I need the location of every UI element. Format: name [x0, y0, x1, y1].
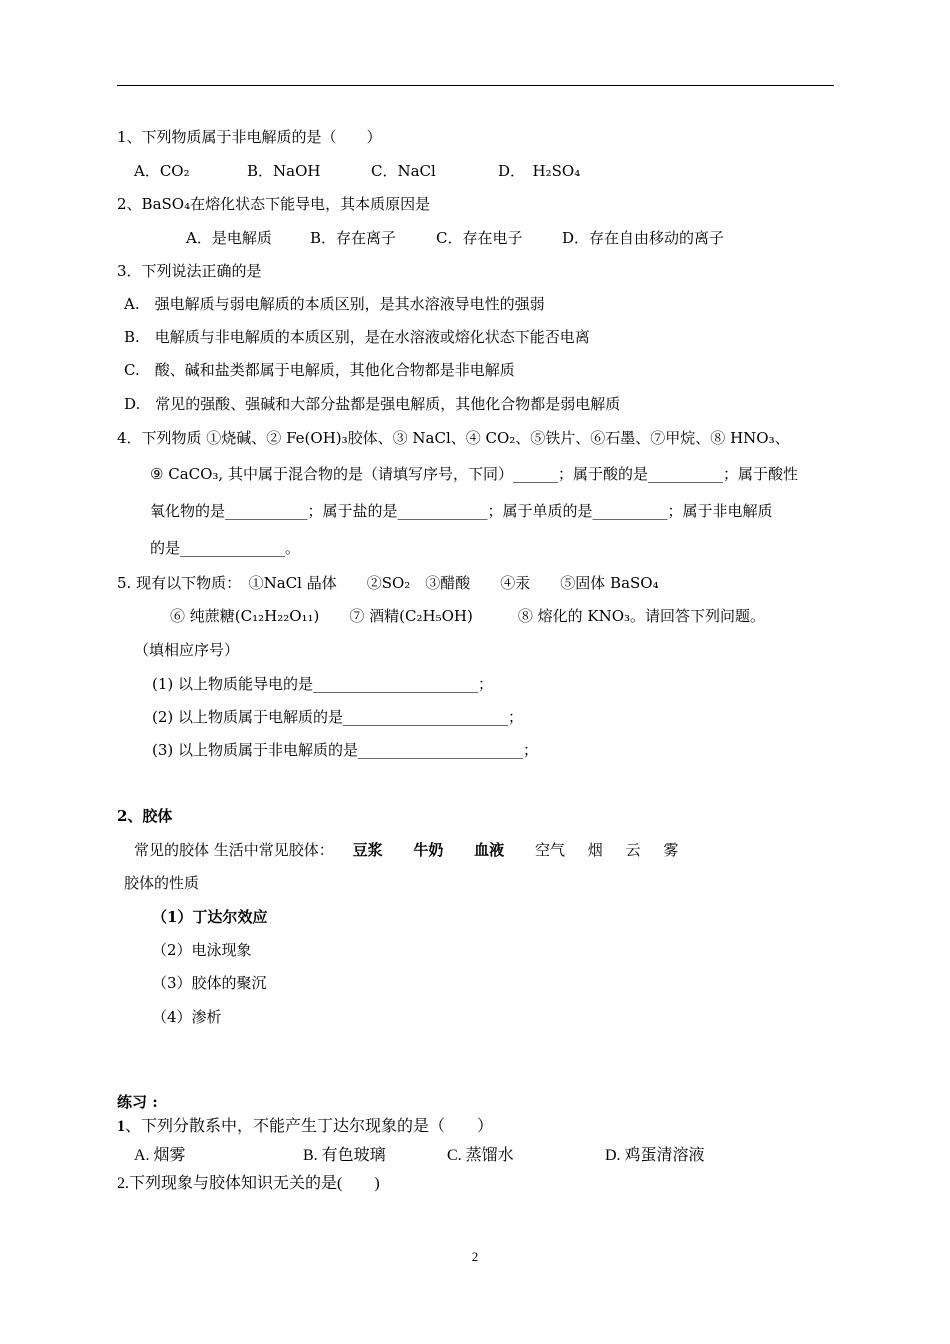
practice-q2-stem: 2.下列现象与胶体知识无关的是( ): [117, 1175, 380, 1192]
practice-q1-number: 1: [117, 1118, 125, 1135]
header-rule: [117, 85, 834, 86]
example-soy-milk: 豆浆: [352, 841, 383, 859]
colloid-prop-coagulation: （3）胶体的聚沉: [152, 974, 267, 992]
example-blood: 血液: [474, 841, 505, 859]
q5-part-1: (1) 以上物质能导电的是______________________；: [152, 675, 494, 693]
practice-heading: 练习 :: [117, 1093, 158, 1111]
colloid-common-prefix: 常见的胶体 生活中常见胶体：: [134, 841, 334, 859]
example-fog: 雾: [663, 841, 679, 859]
q5-part-3: (3) 以上物质属于非电解质的是______________________；: [152, 741, 539, 759]
example-smoke: 烟: [587, 841, 603, 859]
q5-line-2: ⑥ 纯蔗糖(C₁₂H₂₂O₁₁) ⑦ 酒精(C₂H₅OH) ⑧ 熔化的 KNO₃。请回答下列问题。: [170, 607, 766, 625]
practice-q1-option-c: C. 蒸馏水: [447, 1147, 514, 1164]
q5-line-1: 5. 现有以下物质： ①NaCl 晶体 ②SO₂ ③醋酸 ④汞 ⑤固体 BaSO₄: [117, 574, 659, 592]
practice-q1-option-a: A. 烟雾: [134, 1147, 186, 1164]
colloid-prop-tyndall: （1）丁达尔效应: [152, 908, 268, 926]
colloid-props-heading: 胶体的性质: [124, 874, 200, 892]
q4-line-4: 的是______________。: [150, 539, 301, 557]
q3-option-d: D. 常见的强酸、强碱和大部分盐都是强电解质，其他化合物都是弱电解质: [124, 395, 621, 413]
q1-option-d: D． H₂SO₄: [498, 162, 581, 180]
colloid-heading: 2、胶体: [117, 807, 173, 825]
q2-option-a: A．是电解质: [186, 229, 272, 247]
q2-option-d: D．存在自由移动的离子: [562, 229, 725, 247]
q2-option-c: C．存在电子: [436, 229, 523, 247]
q3-stem: 3．下列说法正确的是: [117, 262, 262, 280]
practice-q1-option-b: B. 有色玻璃: [303, 1147, 386, 1164]
colloid-prop-dialysis: （4）渗析: [152, 1008, 222, 1026]
example-cloud: 云: [625, 841, 641, 859]
q3-option-c: C. 酸、碱和盐类都属于电解质，其他化合物都是非电解质: [124, 361, 515, 379]
q1-stem: 1、下列物质属于非电解质的是（ ）: [117, 128, 382, 146]
q2-option-b: B．存在离子: [310, 229, 397, 247]
colloid-common-examples: [134, 840, 678, 860]
q3-option-b: B. 电解质与非电解质的本质区别，是在水溶液或熔化状态下能否电离: [124, 328, 590, 346]
practice-q1-stem: [117, 1117, 493, 1137]
q1-option-b: B．NaOH: [247, 162, 321, 180]
practice-q1-text: 、下列分散系中，不能产生丁达尔现象的是（ ）: [125, 1118, 494, 1135]
colloid-prop-electrophoresis: （2）电泳现象: [152, 941, 252, 959]
q2-stem: 2、BaSO₄在熔化状态下能导电，其本质原因是: [117, 195, 431, 213]
q1-option-c: C．NaCl: [371, 162, 436, 180]
q5-hint: （填相应序号）: [134, 641, 240, 659]
page-number: 2: [471, 1249, 479, 1264]
q1-option-a: A．CO₂: [134, 162, 190, 180]
q4-line-2: ⑨ CaCO₃, 其中属于混合物的是（请填写序号，下同）______；属于酸的是__________；属于酸性: [150, 465, 798, 483]
q4-line-3: 氧化物的是___________；属于盐的是____________；属于单质的是__________；属于非电解质: [150, 502, 773, 520]
example-milk: 牛奶: [413, 841, 444, 859]
practice-q1-option-d: D. 鸡蛋清溶液: [605, 1147, 705, 1164]
q3-option-a: A. 强电解质与弱电解质的本质区别，是其水溶液导电性的强弱: [124, 295, 545, 313]
q4-line-1: 4．下列物质 ①烧碱、② Fe(OH)₃胶体、③ NaCl、④ CO₂、⑤铁片、⑥石墨、⑦甲烷、⑧ HNO₃、: [117, 429, 790, 447]
q5-part-2: (2) 以上物质属于电解质的是______________________；: [152, 708, 524, 726]
example-air: 空气: [534, 841, 565, 859]
